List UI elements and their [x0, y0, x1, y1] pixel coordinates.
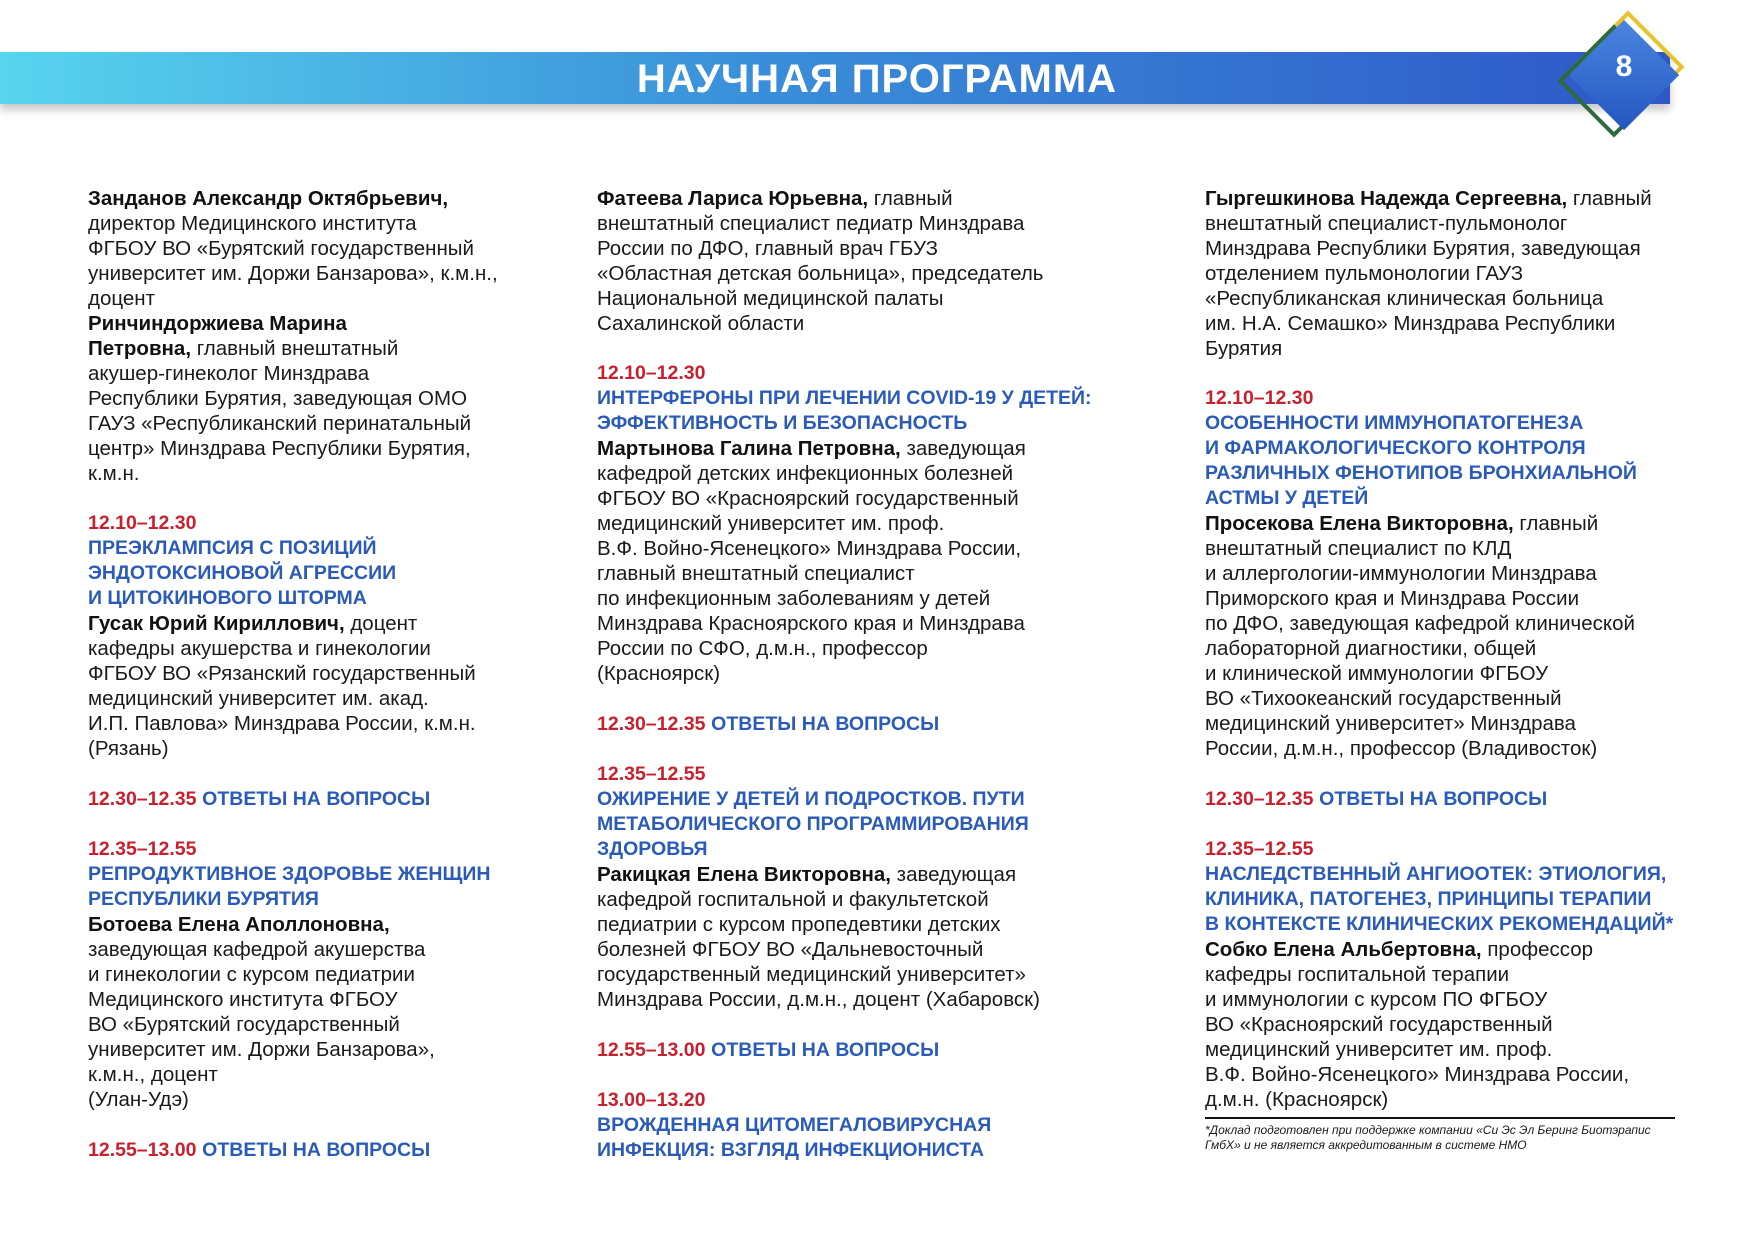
text-line: медицинский университет им. акад.	[88, 687, 429, 710]
qa-entry	[1205, 786, 1695, 812]
text-line: д.м.н. (Красноярск)	[1205, 1088, 1389, 1111]
text-line: по инфекционным заболеваниям у детей	[597, 587, 991, 610]
text-line: профессор	[1481, 938, 1594, 961]
session-topic: И ЦИТОКИНОВОГО ШТОРМА	[88, 587, 367, 609]
text-line: главный внештатный	[191, 337, 399, 360]
text-line: и гинекологии с курсом педиатрии	[88, 963, 415, 986]
text-line: и аллергологии-иммунологии Минздрава	[1205, 562, 1597, 585]
qa-label: ОТВЕТЫ НА ВОПРОСЫ	[202, 788, 431, 810]
session-entry	[1205, 837, 1695, 1112]
text-line: Медицинского института ФГБОУ	[88, 988, 398, 1011]
text-line: главный	[1567, 187, 1652, 210]
qa-time: 12.55–13.00	[88, 1139, 197, 1161]
text-line: главный	[868, 187, 953, 210]
session-topic: НАСЛЕДСТВЕННЫЙ АНГИООТЕК: ЭТИОЛОГИЯ,	[1205, 863, 1667, 885]
session-entry	[597, 361, 1117, 686]
text-line: Минздрава Красноярского края и Минздрава	[597, 612, 1025, 635]
text-line: России по СФО, д.м.н., профессор	[597, 637, 928, 660]
chair-entry	[1205, 186, 1695, 361]
text-line: государственный медицинский университет»	[597, 963, 1026, 986]
qa-label: ОТВЕТЫ НА ВОПРОСЫ	[1319, 788, 1548, 810]
qa-entry	[597, 1037, 1117, 1063]
page-title: НАУЧНАЯ ПРОГРАММА	[636, 57, 1118, 101]
session-topic: ПРЕЭКЛАМПСИЯ С ПОЗИЦИЙ	[88, 537, 377, 559]
text-line: и клинической иммунологии ФГБОУ	[1205, 662, 1549, 685]
text-line: заведующая	[890, 863, 1017, 886]
text-line: «Областная детская больница», председатель	[597, 262, 1044, 285]
text-line: Сахалинской области	[597, 312, 805, 335]
page-number-badge	[1563, 16, 1685, 138]
text-line: доцент	[344, 612, 418, 635]
text-line: заведующая кафедрой акушерства	[88, 938, 426, 961]
session-topic: ЗДОРОВЬЯ	[597, 838, 708, 860]
session-topic: РЕПРОДУКТИВНОЕ ЗДОРОВЬЕ ЖЕНЩИН	[88, 863, 491, 885]
text-line: главный	[1513, 512, 1599, 535]
session-time: 12.10–12.30	[88, 512, 197, 534]
text-line: И.П. Павлова» Минздрава России, к.м.н.	[88, 712, 476, 735]
text-line: кафедрой госпитальной и факультетской	[597, 888, 989, 911]
text-line: «Республиканская клиническая больница	[1205, 287, 1604, 310]
session-topic: ИНТЕРФЕРОНЫ ПРИ ЛЕЧЕНИИ COVID-19 У ДЕТЕЙ:	[597, 387, 1092, 409]
chair-entry	[597, 186, 1117, 336]
qa-label: ОТВЕТЫ НА ВОПРОСЫ	[711, 1039, 940, 1061]
text-line: ВО «Бурятский государственный	[88, 1013, 400, 1036]
text-line: лабораторной диагностики, общей	[1205, 637, 1537, 660]
text-line: (Красноярск)	[597, 662, 721, 685]
text-line: Приморского края и Минздрава России	[1205, 587, 1580, 610]
text-line: ГАУЗ «Республиканский перинатальный	[88, 412, 472, 435]
text-line: университет им. Доржи Банзарова»,	[88, 1038, 435, 1061]
text-line: к.м.н.	[88, 462, 140, 485]
page-number: 8	[1615, 50, 1633, 83]
footnote-line: *Доклад подготовлен при поддержке компании «Си Эс Эл Беринг Биотэрапис	[1205, 1123, 1651, 1137]
text-line: внештатный специалист по КЛД	[1205, 537, 1512, 560]
text-line: медицинский университет им. проф.	[1205, 1038, 1553, 1061]
person-name: Занданов Александр Октябрьевич,	[88, 187, 449, 210]
text-line: главный внештатный специалист	[597, 562, 915, 585]
speaker-name: Ракицкая Елена Викторовна,	[597, 863, 891, 886]
text-line: медицинский университет им. проф.	[597, 512, 945, 535]
text-line: кафедрой детских инфекционных болезней	[597, 462, 1014, 485]
text-line: ВО «Тихоокеанский государственный	[1205, 687, 1562, 710]
session-topic: РЕСПУБЛИКИ БУРЯТИЯ	[88, 888, 319, 910]
session-time: 13.00–13.20	[597, 1089, 706, 1111]
text-line: акушер-гинеколог Минздрава	[88, 362, 370, 385]
text-line: и иммунологии с курсом ПО ФГБОУ	[1205, 988, 1548, 1011]
session-entry	[88, 837, 558, 1112]
qa-time: 12.30–12.35	[1205, 788, 1314, 810]
text-line: кафедры акушерства и гинекологии	[88, 637, 431, 660]
person-name: Ринчиндоржиева Марина	[88, 312, 347, 335]
text-line: В.Ф. Войно-Ясенецкого» Минздрава России,	[1205, 1063, 1630, 1086]
program-column-2	[597, 186, 1117, 1163]
text-line: Национальной медицинской палаты	[597, 287, 944, 310]
session-entry	[88, 511, 558, 761]
text-line: ФГБОУ ВО «Красноярский государственный	[597, 487, 1019, 510]
session-topic: ОЖИРЕНИЕ У ДЕТЕЙ И ПОДРОСТКОВ. ПУТИ	[597, 788, 1025, 810]
session-entry	[1205, 386, 1695, 761]
session-topic: И ФАРМАКОЛОГИЧЕСКОГО КОНТРОЛЯ	[1205, 437, 1586, 459]
chair-entry	[88, 186, 558, 311]
person-name: Фатеева Лариса Юрьевна,	[597, 187, 869, 210]
qa-entry	[88, 1137, 558, 1163]
text-line: заведующая	[900, 437, 1026, 460]
session-topic: МЕТАБОЛИЧЕСКОГО ПРОГРАММИРОВАНИЯ	[597, 813, 1029, 835]
session-topic: ИНФЕКЦИЯ: ВЗГЛЯД ИНФЕКЦИОНИСТА	[597, 1139, 984, 1161]
session-topic: ВРОЖДЕННАЯ ЦИТОМЕГАЛОВИРУСНАЯ	[597, 1114, 992, 1136]
session-topic: КЛИНИКА, ПАТОГЕНЕЗ, ПРИНЦИПЫ ТЕРАПИИ	[1205, 888, 1652, 910]
speaker-name: Мартынова Галина Петровна,	[597, 437, 901, 460]
text-line: Минздрава Республики Бурятия, заведующая	[1205, 237, 1641, 260]
text-line: отделением пульмонологии ГАУЗ	[1205, 262, 1524, 285]
session-time: 12.35–12.55	[597, 763, 706, 785]
text-line: России, д.м.н., профессор (Владивосток)	[1205, 737, 1598, 760]
text-line: кафедры госпитальной терапии	[1205, 963, 1510, 986]
qa-entry	[88, 786, 558, 812]
text-line: по ДФО, заведующая кафедрой клинической	[1205, 612, 1635, 635]
text-line: внештатный специалист-пульмонолог	[1205, 212, 1568, 235]
session-topic: ЭФФЕКТИВНОСТЬ И БЕЗОПАСНОСТЬ	[597, 412, 968, 434]
speaker-name: Просекова Елена Викторовна,	[1205, 512, 1514, 535]
text-line: к.м.н., доцент	[88, 1063, 218, 1086]
session-entry	[597, 1088, 1117, 1163]
text-line: России по ДФО, главный врач ГБУЗ	[597, 237, 938, 260]
session-time: 12.35–12.55	[88, 838, 197, 860]
qa-time: 12.30–12.35	[597, 713, 706, 735]
footnote-line: ГмбХ» и не является аккредитованным в системе НМО	[1205, 1138, 1527, 1152]
qa-time: 12.30–12.35	[88, 788, 197, 810]
text-line: ФГБОУ ВО «Рязанский государственный	[88, 662, 476, 685]
footnote	[1205, 1123, 1695, 1153]
text-line: университет им. Доржи Банзарова», к.м.н.,	[88, 262, 498, 285]
text-line: медицинский университет» Минздрава	[1205, 712, 1576, 735]
text-line: доцент	[88, 287, 155, 310]
text-line: В.Ф. Войно-Ясенецкого» Минздрава России,	[597, 537, 1022, 560]
speaker-name: Гусак Юрий Кириллович,	[88, 612, 345, 635]
text-line: ФГБОУ ВО «Бурятский государственный	[88, 237, 474, 260]
session-time: 12.35–12.55	[1205, 838, 1314, 860]
chair-entry	[88, 311, 558, 486]
program-column-3	[1205, 186, 1695, 1153]
session-topic: РАЗЛИЧНЫХ ФЕНОТИПОВ БРОНХИАЛЬНОЙ	[1205, 462, 1637, 484]
text-line: директор Медицинского института	[88, 212, 417, 235]
program-column-1	[88, 186, 558, 1163]
text-line: (Рязань)	[88, 737, 169, 760]
person-name: Гыргешкинова Надежда Сергеевна,	[1205, 187, 1568, 210]
qa-entry	[597, 711, 1117, 737]
qa-label: ОТВЕТЫ НА ВОПРОСЫ	[711, 713, 940, 735]
session-topic: АСТМЫ У ДЕТЕЙ	[1205, 487, 1369, 509]
session-time: 12.10–12.30	[597, 362, 706, 384]
footnote-divider	[1205, 1117, 1675, 1119]
session-topic: ЭНДОТОКСИНОВОЙ АГРЕССИИ	[88, 562, 397, 584]
session-topic: В КОНТЕКСТЕ КЛИНИЧЕСКИХ РЕКОМЕНДАЦИЙ*	[1205, 913, 1674, 935]
speaker-name: Собко Елена Альбертовна,	[1205, 938, 1482, 961]
text-line: Республики Бурятия, заведующая ОМО	[88, 387, 468, 410]
person-name: Петровна,	[88, 337, 192, 360]
session-time: 12.10–12.30	[1205, 387, 1314, 409]
text-line: Бурятия	[1205, 337, 1283, 360]
text-line: Минздрава России, д.м.н., доцент (Хабаровск)	[597, 988, 1040, 1011]
session-entry	[597, 762, 1117, 1012]
text-line: центр» Минздрава Республики Бурятия,	[88, 437, 471, 460]
text-line: (Улан-Удэ)	[88, 1088, 189, 1111]
speaker-name: Ботоева Елена Аполлоновна,	[88, 913, 390, 936]
session-topic: ОСОБЕННОСТИ ИММУНОПАТОГЕНЕЗА	[1205, 412, 1584, 434]
qa-label: ОТВЕТЫ НА ВОПРОСЫ	[202, 1139, 431, 1161]
text-line: болезней ФГБОУ ВО «Дальневосточный	[597, 938, 984, 961]
text-line: педиатрии с курсом пропедевтики детских	[597, 913, 1001, 936]
text-line: ВО «Красноярский государственный	[1205, 1013, 1553, 1036]
qa-time: 12.55–13.00	[597, 1039, 706, 1061]
text-line: внештатный специалист педиатр Минздрава	[597, 212, 1025, 235]
text-line: им. Н.А. Семашко» Минздрава Республики	[1205, 312, 1616, 335]
